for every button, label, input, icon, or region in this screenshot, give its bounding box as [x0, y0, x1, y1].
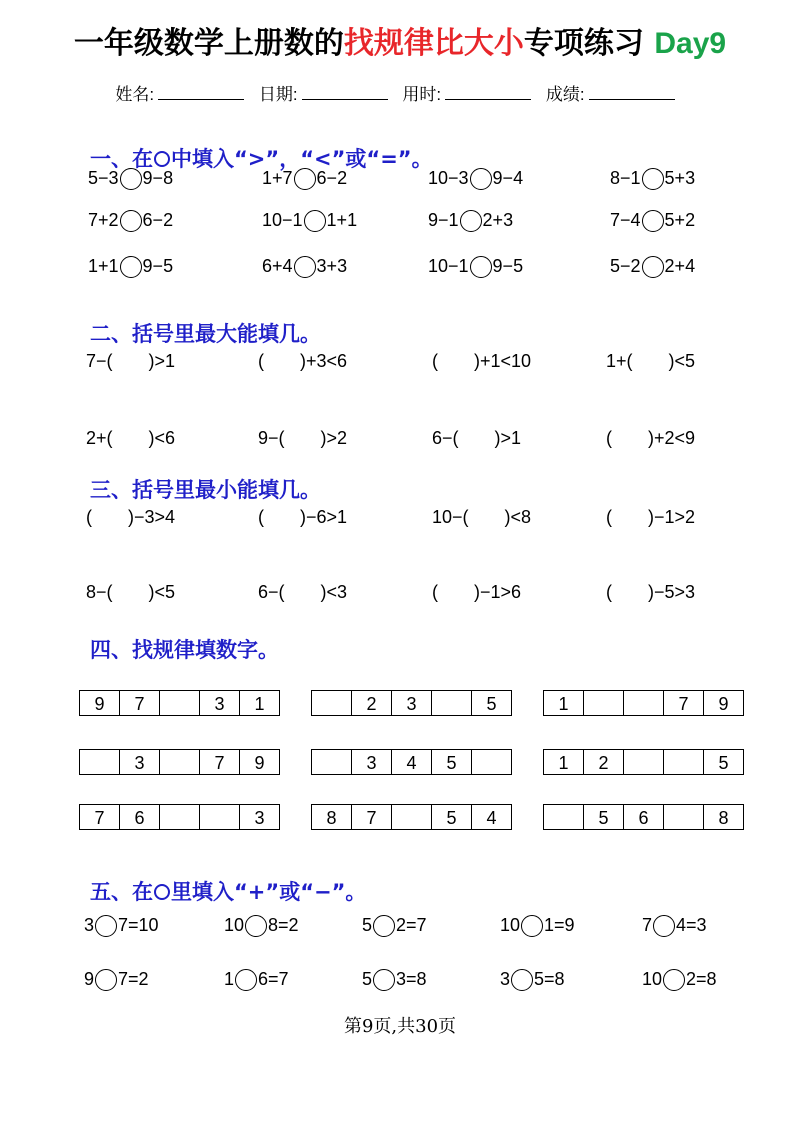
right-expression: 9−5 — [492, 256, 524, 276]
right-expression: 1+1 — [326, 210, 358, 230]
sequence-blank-cell[interactable] — [472, 749, 512, 775]
sequence-cell: 3 — [240, 804, 280, 830]
expression-end: )>1 — [148, 351, 176, 371]
sequence-blank-cell[interactable] — [392, 804, 432, 830]
right-expression: 5+3 — [664, 168, 696, 188]
equation-rest: 7=10 — [118, 915, 159, 935]
first-number: 7 — [642, 915, 653, 935]
section5-title-a: 五、在 — [90, 880, 153, 904]
left-expression: 7−4 — [610, 210, 641, 230]
sequence-blank-cell[interactable] — [312, 690, 352, 716]
title-highlight: 找规律比大小 — [343, 26, 524, 61]
number-sequence — [543, 749, 744, 775]
answer-circle[interactable] — [642, 210, 664, 232]
circle-icon — [154, 151, 170, 167]
right-expression: 2+4 — [664, 256, 696, 276]
date-field[interactable] — [302, 85, 388, 100]
compare-problem — [610, 254, 695, 278]
expression-start: 7−( — [86, 351, 113, 371]
operator-circle[interactable] — [511, 969, 533, 991]
bracket-problem — [86, 580, 175, 604]
first-number: 10 — [224, 915, 245, 935]
sequence-cell: 7 — [352, 804, 392, 830]
sequence-cell: 5 — [432, 804, 472, 830]
number-sequence — [79, 749, 280, 775]
first-number: 10 — [642, 969, 663, 989]
expression-start: ( — [86, 507, 92, 527]
sequence-blank-cell[interactable] — [544, 804, 584, 830]
equation-rest: 1=9 — [544, 915, 575, 935]
sequence-blank-cell[interactable] — [80, 749, 120, 775]
right-expression: 5+2 — [664, 210, 696, 230]
bracket-problem — [258, 505, 347, 529]
expression-end: )>1 — [494, 428, 522, 448]
sequence-cell: 2 — [352, 690, 392, 716]
bracket-problem — [432, 426, 521, 450]
compare-problem — [262, 254, 347, 278]
operator-problem — [84, 967, 149, 991]
number-sequence — [311, 804, 512, 830]
answer-circle[interactable] — [120, 168, 142, 190]
sequence-cell: 7 — [200, 749, 240, 775]
bracket-problem — [432, 505, 531, 529]
expression-end: )<3 — [320, 582, 348, 602]
expression-start: ( — [606, 582, 612, 602]
sequence-cell: 9 — [240, 749, 280, 775]
operator-problem — [362, 913, 427, 937]
bracket-problem — [432, 349, 531, 373]
bracket-problem — [606, 426, 695, 450]
sequence-cell: 8 — [312, 804, 352, 830]
time-label: 用时: — [402, 85, 442, 104]
page-title — [0, 18, 800, 62]
expression-start: 2+( — [86, 428, 113, 448]
sequence-cell: 7 — [664, 690, 704, 716]
sequence-blank-cell[interactable] — [312, 749, 352, 775]
right-expression: 9−8 — [142, 168, 174, 188]
section1-title-a: 一、在 — [90, 147, 153, 171]
expression-start: 8−( — [86, 582, 113, 602]
operator-problem — [642, 967, 717, 991]
section5-title — [90, 876, 366, 906]
operator-problem — [224, 967, 289, 991]
compare-problem — [262, 166, 347, 190]
sequence-cell: 7 — [120, 690, 160, 716]
sequence-blank-cell[interactable] — [160, 804, 200, 830]
right-expression: 3+3 — [316, 256, 348, 276]
sequence-cell: 1 — [240, 690, 280, 716]
sequence-cell: 5 — [472, 690, 512, 716]
compare-problem — [88, 166, 173, 190]
sequence-cell: 6 — [120, 804, 160, 830]
left-expression: 10−3 — [428, 168, 469, 188]
time-field[interactable] — [445, 85, 531, 100]
operator-circle[interactable] — [95, 969, 117, 991]
expression-end: )<5 — [148, 582, 176, 602]
expression-end: )−3>4 — [128, 507, 176, 527]
right-expression: 9−5 — [142, 256, 174, 276]
expression-end: )−1>6 — [474, 582, 522, 602]
sequence-cell: 9 — [704, 690, 744, 716]
expression-start: ( — [606, 507, 612, 527]
answer-circle[interactable] — [470, 168, 492, 190]
number-sequence — [543, 804, 744, 830]
answer-circle[interactable] — [120, 256, 142, 278]
expression-start: ( — [606, 428, 612, 448]
left-expression: 6+4 — [262, 256, 293, 276]
expression-start: 9−( — [258, 428, 285, 448]
circle-icon — [154, 884, 170, 900]
section1-title-b: 中填入“>”，“<”或“=”。 — [171, 147, 433, 171]
expression-end: )+3<6 — [300, 351, 348, 371]
sequence-cell: 1 — [544, 749, 584, 775]
sequence-blank-cell[interactable] — [584, 690, 624, 716]
expression-start: ( — [258, 351, 264, 371]
operator-circle[interactable] — [245, 915, 267, 937]
operator-circle[interactable] — [373, 969, 395, 991]
score-label: 成绩: — [545, 85, 585, 104]
operator-circle[interactable] — [663, 969, 685, 991]
right-expression: 6−2 — [142, 210, 174, 230]
operator-problem — [500, 913, 575, 937]
sequence-cell: 6 — [624, 804, 664, 830]
equation-rest: 8=2 — [268, 915, 299, 935]
expression-end: )<6 — [148, 428, 176, 448]
page-footer: 第9页,共30页 — [343, 1016, 457, 1037]
expression-end: )>2 — [320, 428, 348, 448]
equation-rest: 2=7 — [396, 915, 427, 935]
name-field[interactable] — [158, 85, 244, 100]
section5-title-b: 里填入“+”或“−”。 — [171, 880, 367, 904]
sequence-cell: 9 — [80, 690, 120, 716]
first-number: 5 — [362, 969, 373, 989]
operator-problem — [362, 967, 427, 991]
equation-rest: 2=8 — [686, 969, 717, 989]
compare-problem — [428, 254, 523, 278]
section3-title: 三、括号里最小能填几。 — [90, 478, 321, 502]
first-number: 5 — [362, 915, 373, 935]
compare-problem — [610, 166, 695, 190]
date-label: 日期: — [258, 85, 298, 104]
sequence-cell: 4 — [472, 804, 512, 830]
name-label: 姓名: — [115, 85, 155, 104]
sequence-blank-cell[interactable] — [664, 749, 704, 775]
operator-problem — [224, 913, 299, 937]
sequence-cell: 3 — [200, 690, 240, 716]
sequence-cell: 4 — [392, 749, 432, 775]
sequence-cell: 1 — [544, 690, 584, 716]
operator-circle[interactable] — [653, 915, 675, 937]
number-sequence — [79, 690, 280, 716]
first-number: 9 — [84, 969, 95, 989]
equation-rest: 7=2 — [118, 969, 149, 989]
sequence-cell: 2 — [584, 749, 624, 775]
number-sequence — [543, 690, 744, 716]
answer-circle[interactable] — [460, 210, 482, 232]
operator-circle[interactable] — [373, 915, 395, 937]
expression-end: )+2<9 — [648, 428, 696, 448]
score-field[interactable] — [589, 85, 675, 100]
expression-start: 6−( — [432, 428, 459, 448]
expression-end: )+1<10 — [474, 351, 532, 371]
equation-rest: 3=8 — [396, 969, 427, 989]
compare-problem — [88, 254, 173, 278]
left-expression: 10−1 — [262, 210, 303, 230]
first-number: 3 — [500, 969, 511, 989]
compare-problem — [88, 208, 173, 232]
answer-circle[interactable] — [304, 210, 326, 232]
answer-circle[interactable] — [470, 256, 492, 278]
right-expression: 2+3 — [482, 210, 514, 230]
left-expression: 7+2 — [88, 210, 119, 230]
sequence-blank-cell[interactable] — [624, 749, 664, 775]
expression-start: 1+( — [606, 351, 633, 371]
left-expression: 10−1 — [428, 256, 469, 276]
equation-rest: 5=8 — [534, 969, 565, 989]
operator-circle[interactable] — [235, 969, 257, 991]
equation-rest: 4=3 — [676, 915, 707, 935]
expression-end: )−1>2 — [648, 507, 696, 527]
left-expression: 1+1 — [88, 256, 119, 276]
bracket-problem — [606, 505, 695, 529]
expression-start: ( — [258, 507, 264, 527]
answer-circle[interactable] — [120, 210, 142, 232]
answer-circle[interactable] — [294, 256, 316, 278]
bracket-problem — [432, 580, 521, 604]
expression-end: )−6>1 — [300, 507, 348, 527]
expression-start: 6−( — [258, 582, 285, 602]
left-expression: 1+7 — [262, 168, 293, 188]
first-number: 3 — [84, 915, 95, 935]
expression-start: ( — [432, 582, 438, 602]
compare-problem — [610, 208, 695, 232]
expression-start: 10−( — [432, 507, 469, 527]
bracket-problem — [258, 349, 347, 373]
sequence-cell: 3 — [392, 690, 432, 716]
sequence-cell: 3 — [120, 749, 160, 775]
sequence-blank-cell[interactable] — [624, 690, 664, 716]
left-expression: 5−2 — [610, 256, 641, 276]
sequence-blank-cell[interactable] — [200, 804, 240, 830]
sequence-cell: 5 — [584, 804, 624, 830]
operator-circle[interactable] — [95, 915, 117, 937]
bracket-problem — [86, 505, 175, 529]
bracket-problem — [258, 426, 347, 450]
left-expression: 8−1 — [610, 168, 641, 188]
sequence-cell: 5 — [704, 749, 744, 775]
expression-end: )<8 — [504, 507, 532, 527]
number-sequence — [311, 749, 512, 775]
right-expression: 6−2 — [316, 168, 348, 188]
operator-circle[interactable] — [521, 915, 543, 937]
sequence-blank-cell[interactable] — [160, 690, 200, 716]
number-sequence — [79, 804, 280, 830]
sequence-blank-cell[interactable] — [664, 804, 704, 830]
expression-end: )<5 — [668, 351, 696, 371]
bracket-problem — [86, 349, 175, 373]
section4-title: 四、找规律填数字。 — [90, 638, 279, 662]
right-expression: 9−4 — [492, 168, 524, 188]
sequence-blank-cell[interactable] — [432, 690, 472, 716]
bracket-problem — [606, 349, 695, 373]
sequence-cell: 8 — [704, 804, 744, 830]
bracket-problem — [258, 580, 347, 604]
operator-problem — [84, 913, 159, 937]
operator-problem — [642, 913, 707, 937]
bracket-problem — [86, 426, 175, 450]
left-expression: 5−3 — [88, 168, 119, 188]
bracket-problem — [606, 580, 695, 604]
number-sequence — [311, 690, 512, 716]
expression-end: )−5>3 — [648, 582, 696, 602]
equation-rest: 6=7 — [258, 969, 289, 989]
compare-problem — [262, 208, 357, 232]
first-number: 1 — [224, 969, 235, 989]
sequence-cell: 5 — [432, 749, 472, 775]
student-info-line — [0, 80, 800, 105]
answer-circle[interactable] — [642, 168, 664, 190]
answer-circle[interactable] — [294, 168, 316, 190]
title-day: Day9 — [654, 27, 727, 60]
sequence-blank-cell[interactable] — [160, 749, 200, 775]
compare-problem — [428, 208, 513, 232]
sequence-cell: 7 — [80, 804, 120, 830]
section2-title: 二、括号里最大能填几。 — [90, 322, 321, 346]
sequence-cell: 3 — [352, 749, 392, 775]
first-number: 10 — [500, 915, 521, 935]
operator-problem — [500, 967, 565, 991]
title-prefix: 一年级数学上册数的 — [73, 26, 344, 61]
compare-problem — [428, 166, 523, 190]
left-expression: 9−1 — [428, 210, 459, 230]
expression-start: ( — [432, 351, 438, 371]
answer-circle[interactable] — [642, 256, 664, 278]
title-suffix: 专项练习 — [523, 26, 644, 61]
